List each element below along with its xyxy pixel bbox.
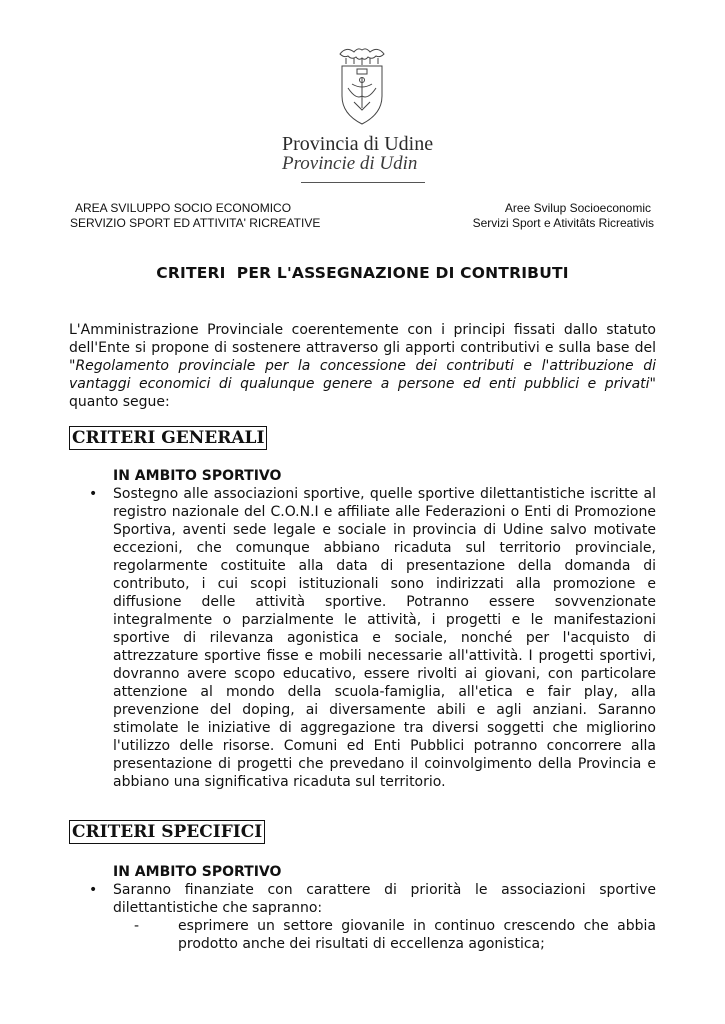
header-left-line1: AREA SVILUPPO SOCIO ECONOMICO	[75, 201, 292, 215]
section-subheading: IN AMBITO SPORTIVO	[113, 864, 282, 880]
bullet-icon: •	[89, 882, 98, 898]
logo-title: Provincia di Udine	[282, 133, 434, 155]
intro-text-after: quanto segue:	[69, 394, 170, 410]
section-heading-criteri-specifici: CRITERI SPECIFICI	[69, 820, 265, 844]
intro-paragraph	[69, 321, 656, 411]
intro-text-before: L'Amministrazione Provinciale coerentemente con i principi fissati dallo statuto dell'Ente si propone di sostenere attraverso gli apporti contributivi e sulla base del	[69, 322, 656, 356]
bullet-icon: •	[89, 486, 98, 502]
section-subheading: IN AMBITO SPORTIVO	[113, 468, 282, 484]
header-right-line1: Aree Svilup Socioeconomic	[504, 201, 651, 215]
header-right-line2: Servizi Sport e Ativitâts Ricreativis	[472, 216, 654, 230]
logo-divider	[301, 182, 425, 183]
page-title: CRITERI PER L'ASSEGNAZIONE DI CONTRIBUTI	[156, 264, 569, 282]
header-left-line2: SERVIZIO SPORT ED ATTIVITA' RICREATIVE	[70, 216, 321, 230]
sub-list-item: esprimere un settore giovanile in continuo crescendo che abbia prodotto anche dei risultati di eccellenza agonistica;	[178, 918, 656, 952]
list-item: Sostegno alle associazioni sportive, quelle sportive dilettantistiche iscritte al registro nazionale del C.O.N.I e affiliate alle Federazioni o Enti di Promozione Sportiva, aventi sede legale e sociale in provincia di Udine salvo motivate eccezioni, che comunque abbiano ricaduta sul territorio provinciale, regolarmente costituite alla data di presentazione della domanda di contributo, i cui scopi istituzionali sono indirizzati alla promozione e diffusione delle attività sportive. Potranno essere sovvenzionate integralmente o parzialmente le attività, i progetti e le manifestazioni sportive di rilevanza agonistica e sociale, nonché per l'acquisto di attrezzature sportive fisse e mobili necessarie all'attività. I progetti sportivi, dovranno avere scopo educativo, essere rivolti ai giovani, con particolare attenzione al mondo della scuola-famiglia, all'etica e fair play, alla prevenzione del doping, ai diversamente abili e agli anziani. Saranno stimolate le iniziative di aggregazione tra diversi soggetti che migliorino l'utilizzo delle risorse. Comuni ed Enti Pubblici potranno concorrere alla presentazione di progetti che prevedano il coinvolgimento della Provincia e abbiano una significativa ricaduta sul territorio.	[113, 486, 656, 790]
dash-marker: -	[134, 918, 140, 934]
eagle-crest-icon	[332, 44, 392, 128]
section-heading-criteri-generali: CRITERI GENERALI	[69, 426, 267, 450]
list-item: Saranno finanziate con carattere di priorità le associazioni sportive dilettantistiche che sapranno:	[113, 882, 656, 916]
logo-subtitle: Provincie di Udin	[282, 153, 418, 174]
intro-quote: "Regolamento provinciale per la concessione dei contributi e l'attribuzione di vantaggi economici di qualunque genere a persone ed enti pubblici e privati"	[69, 358, 656, 392]
